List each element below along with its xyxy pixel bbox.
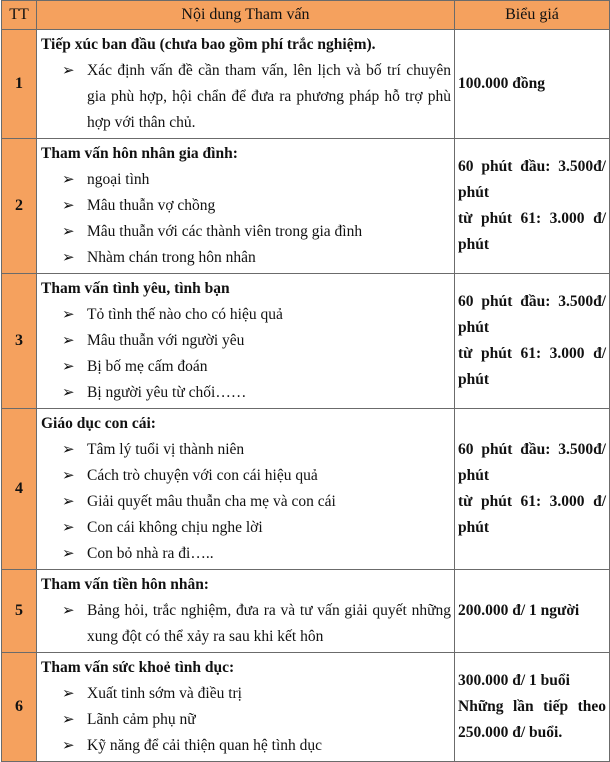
list-item <box>41 515 451 541</box>
arrow-bullet-icon: ➢ <box>62 712 75 728</box>
list-item <box>41 380 451 406</box>
price-line: 60 phút đầu: 3.500đ/ phút <box>458 293 606 336</box>
list-item <box>41 354 451 380</box>
list-item-text: Mâu thuẫn vợ chồng <box>87 197 216 214</box>
list-item <box>41 541 451 567</box>
row-title: Tham vấn tiền hôn nhân: <box>41 576 209 593</box>
price-line: 60 phút đầu: 3.500đ/ phút <box>458 441 606 484</box>
arrow-bullet-icon: ➢ <box>62 385 75 401</box>
price-line: từ phút 61: 3.000 đ/ phút <box>458 493 606 536</box>
item-list <box>41 302 451 406</box>
header-price: Biểu giá <box>455 1 610 30</box>
list-item <box>41 245 451 271</box>
content-cell <box>37 570 455 653</box>
price-line: Những lần tiếp theo 250.000 đ/ buổi. <box>458 698 606 741</box>
item-list <box>41 167 451 271</box>
price-table <box>1 0 610 762</box>
content-cell <box>37 139 455 274</box>
arrow-bullet-icon: ➢ <box>62 172 75 188</box>
list-item-text: Con bỏ nhà ra đi….. <box>87 545 214 562</box>
list-item <box>41 681 451 707</box>
table-row-3 <box>2 274 610 409</box>
price-cell <box>455 139 610 274</box>
price-line: 200.000 đ/ 1 người <box>458 602 580 619</box>
content-cell <box>37 653 455 762</box>
arrow-bullet-icon: ➢ <box>62 198 75 214</box>
list-item <box>41 489 451 515</box>
row-number: 3 <box>2 274 37 409</box>
price-line: từ phút 61: 3.000 đ/ phút <box>458 210 606 253</box>
item-list <box>41 598 451 650</box>
arrow-bullet-icon: ➢ <box>62 686 75 702</box>
list-item <box>41 598 451 650</box>
table-row-1 <box>2 30 610 139</box>
price-line: từ phút 61: 3.000 đ/ phút <box>458 345 606 388</box>
arrow-bullet-icon: ➢ <box>62 603 75 619</box>
row-title: Tham vấn tình yêu, tình bạn <box>41 280 230 297</box>
list-item <box>41 328 451 354</box>
arrow-bullet-icon: ➢ <box>62 442 75 458</box>
list-item-text: Bị bố mẹ cấm đoán <box>87 358 208 375</box>
price-line: 100.000 đồng <box>458 75 545 92</box>
list-item-text: Bị người yêu từ chối…… <box>87 384 247 401</box>
list-item <box>41 437 451 463</box>
list-item <box>41 58 451 136</box>
list-item-text: Giải quyết mâu thuẫn cha mẹ và con cái <box>87 493 336 510</box>
list-item <box>41 302 451 328</box>
row-number: 2 <box>2 139 37 274</box>
row-number: 6 <box>2 653 37 762</box>
arrow-bullet-icon: ➢ <box>62 494 75 510</box>
list-item-text: Tâm lý tuổi vị thành niên <box>87 441 245 458</box>
content-cell <box>37 409 455 570</box>
item-list <box>41 681 451 759</box>
header-tt: TT <box>2 1 37 30</box>
list-item-text: Cách trò chuyện với con cái hiệu quả <box>87 467 318 484</box>
arrow-bullet-icon: ➢ <box>62 520 75 536</box>
list-item-text: Tỏ tình thế nào cho có hiệu quả <box>87 306 283 323</box>
arrow-bullet-icon: ➢ <box>62 738 75 754</box>
arrow-bullet-icon: ➢ <box>62 546 75 562</box>
list-item <box>41 193 451 219</box>
row-title: Tham vấn sức khoẻ tình dục: <box>41 659 235 676</box>
list-item-text: Lãnh cảm phụ nữ <box>87 711 196 728</box>
arrow-bullet-icon: ➢ <box>62 63 75 79</box>
list-item-text: Xuất tinh sớm và điều trị <box>87 685 242 702</box>
list-item <box>41 167 451 193</box>
list-item-text: Nhàm chán trong hôn nhân <box>87 249 256 266</box>
list-item <box>41 463 451 489</box>
header-content: Nội dung Tham vấn <box>37 1 455 30</box>
table-row-5 <box>2 570 610 653</box>
arrow-bullet-icon: ➢ <box>62 359 75 375</box>
row-number: 1 <box>2 30 37 139</box>
table-row-6 <box>2 653 610 762</box>
content-cell <box>37 274 455 409</box>
arrow-bullet-icon: ➢ <box>62 224 75 240</box>
table-row-4 <box>2 409 610 570</box>
arrow-bullet-icon: ➢ <box>62 468 75 484</box>
list-item-text: Bảng hỏi, trắc nghiệm, đưa ra và tư vấn giải quyết những xung đột có thể xảy ra sau khi kết hôn <box>87 602 451 645</box>
price-cell <box>455 570 610 653</box>
list-item-text: Con cái không chịu nghe lời <box>87 519 263 536</box>
item-list <box>41 437 451 567</box>
price-cell <box>455 274 610 409</box>
arrow-bullet-icon: ➢ <box>62 250 75 266</box>
price-line: 60 phút đầu: 3.500đ/ phút <box>458 158 606 201</box>
price-line: 300.000 đ/ 1 buổi <box>458 672 570 689</box>
list-item <box>41 733 451 759</box>
list-item <box>41 707 451 733</box>
row-number: 5 <box>2 570 37 653</box>
list-item-text: Kỹ năng để cải thiện quan hệ tình dục <box>87 737 323 754</box>
list-item <box>41 219 451 245</box>
price-cell <box>455 409 610 570</box>
price-cell <box>455 30 610 139</box>
row-number: 4 <box>2 409 37 570</box>
list-item-text: ngoại tình <box>87 171 150 188</box>
table-header-row <box>2 1 610 30</box>
table-row-2 <box>2 139 610 274</box>
arrow-bullet-icon: ➢ <box>62 307 75 323</box>
item-list <box>41 58 451 136</box>
price-cell <box>455 653 610 762</box>
row-title: Tiếp xúc ban đầu (chưa bao gồm phí trắc nghiệm). <box>41 36 376 53</box>
arrow-bullet-icon: ➢ <box>62 333 75 349</box>
row-title: Tham vấn hôn nhân gia đình: <box>41 145 238 162</box>
list-item-text: Mâu thuẫn với người yêu <box>87 332 245 349</box>
row-title: Giáo dục con cái: <box>41 415 156 432</box>
list-item-text: Xác định vấn đề cần tham vấn, lên lịch và bố trí chuyên gia phù hợp, hội chẩn để đưa ra phương pháp hỗ trợ phù hợp với thân chủ. <box>87 62 451 131</box>
list-item-text: Mâu thuẫn với các thành viên trong gia đình <box>87 223 363 240</box>
content-cell <box>37 30 455 139</box>
